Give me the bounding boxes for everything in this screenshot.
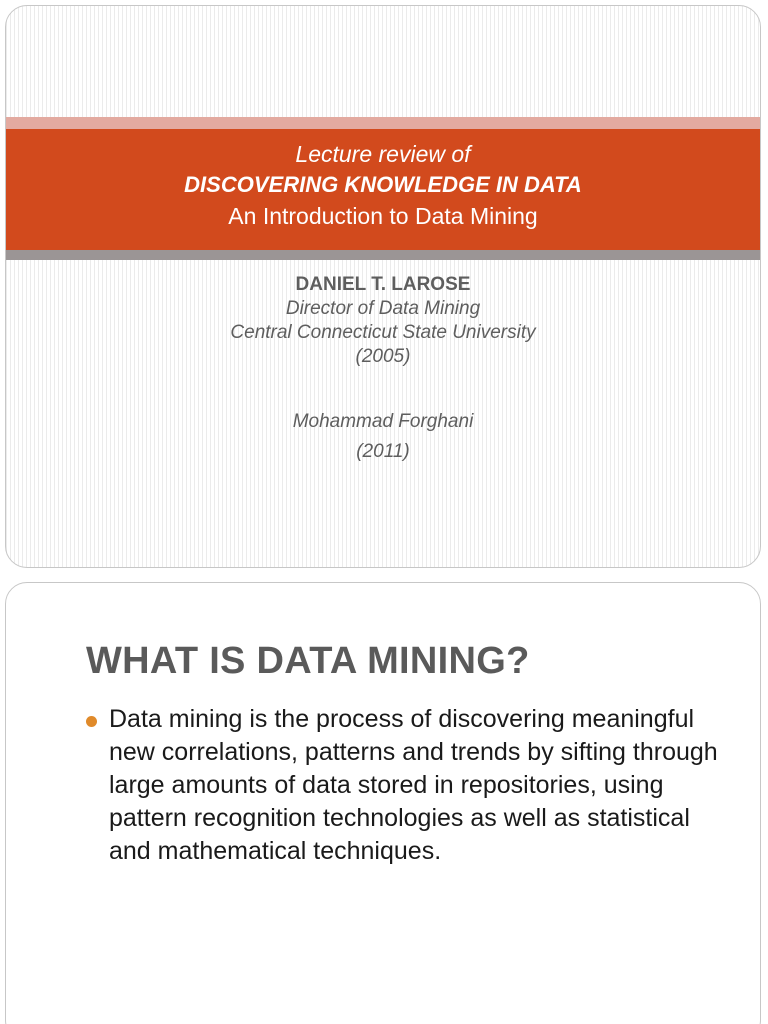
author-role: Director of Data Mining	[285, 298, 481, 319]
title-slide	[5, 5, 761, 568]
bullet-text: Data mining is the process of discovering meaningful new correlations, patterns and trends by sifting through large amounts of data stored in repositories, using pattern recognition technologies as well as statistical and mathematical techniques.	[109, 705, 718, 865]
bullet-dot-icon	[86, 716, 97, 727]
reviewer-info	[6, 407, 760, 467]
author-info	[6, 273, 760, 369]
author-institution: Central Connecticut State University	[230, 322, 536, 343]
reviewer-name: Mohammad Forghani	[292, 411, 474, 432]
review-year: (2011)	[356, 441, 410, 462]
publication-year: (2005)	[355, 346, 411, 367]
content-slide	[5, 582, 761, 1024]
accent-band-top	[6, 117, 760, 129]
book-subtitle: An Introduction to Data Mining	[228, 203, 538, 229]
bullet-item	[86, 703, 726, 868]
author-name: DANIEL T. LAROSE	[295, 274, 471, 295]
accent-band-bottom	[6, 250, 760, 260]
title-prefix: Lecture review of	[295, 141, 471, 167]
slide-heading: WHAT IS DATA MINING?	[86, 640, 530, 682]
slide-title	[6, 139, 760, 231]
book-title: DISCOVERING KNOWLEDGE IN DATA	[184, 172, 582, 197]
